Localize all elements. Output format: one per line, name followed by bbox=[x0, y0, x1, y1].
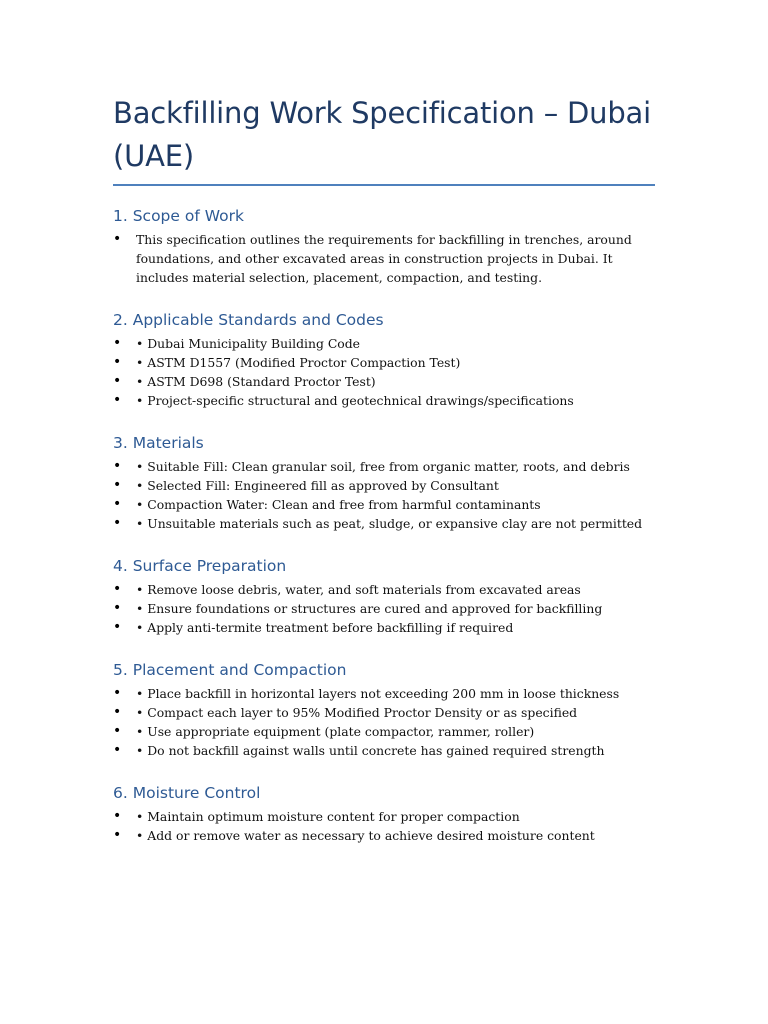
list-item-text: • Ensure foundations or structures are cured and approved for backfilling bbox=[136, 601, 603, 616]
list-item bbox=[113, 703, 655, 722]
bullet-icon: • bbox=[113, 827, 122, 843]
bullet-icon: • bbox=[113, 496, 122, 512]
section-surface-preparation bbox=[113, 556, 655, 637]
section-heading: 4. Surface Preparation bbox=[113, 557, 287, 575]
section-scope-of-work bbox=[113, 206, 655, 287]
bullet-icon: • bbox=[113, 458, 122, 474]
section-heading: 1. Scope of Work bbox=[113, 207, 244, 225]
list-item bbox=[113, 353, 655, 372]
bullet-icon: • bbox=[113, 742, 122, 758]
bullet-icon: • bbox=[113, 704, 122, 720]
bullet-icon: • bbox=[113, 335, 122, 351]
list-item-text: • Compact each layer to 95% Modified Proctor Density or as specified bbox=[136, 705, 578, 720]
list-item-text: • Maintain optimum moisture content for proper compaction bbox=[136, 809, 520, 824]
bullet-list bbox=[113, 334, 655, 410]
section-heading: 3. Materials bbox=[113, 434, 204, 452]
section-heading: 6. Moisture Control bbox=[113, 784, 261, 802]
bullet-icon: • bbox=[113, 619, 122, 635]
bullet-icon: • bbox=[113, 231, 122, 247]
list-item bbox=[113, 391, 655, 410]
list-item bbox=[113, 514, 655, 533]
list-item-text: • Place backfill in horizontal layers not exceeding 200 mm in loose thickness bbox=[136, 686, 620, 701]
bullet-icon: • bbox=[113, 392, 122, 408]
document-page bbox=[113, 92, 655, 845]
bullet-list bbox=[113, 807, 655, 845]
list-item bbox=[113, 722, 655, 741]
section-placement-and-compaction bbox=[113, 660, 655, 760]
list-item bbox=[113, 334, 655, 353]
bullet-icon: • bbox=[113, 581, 122, 597]
list-item-text: • Do not backfill against walls until concrete has gained required strength bbox=[136, 743, 605, 758]
bullet-icon: • bbox=[113, 685, 122, 701]
section-heading: 5. Placement and Compaction bbox=[113, 661, 347, 679]
list-item-text: • Add or remove water as necessary to achieve desired moisture content bbox=[136, 828, 595, 843]
bullet-icon: • bbox=[113, 808, 122, 824]
list-item-text: • Remove loose debris, water, and soft materials from excavated areas bbox=[136, 582, 581, 597]
list-item-text: • Use appropriate equipment (plate compactor, rammer, roller) bbox=[136, 724, 535, 739]
bullet-icon: • bbox=[113, 515, 122, 531]
list-item-text: • Selected Fill: Engineered fill as approved by Consultant bbox=[136, 478, 499, 493]
bullet-list bbox=[113, 580, 655, 637]
list-item-text: • Unsuitable materials such as peat, sludge, or expansive clay are not permitted bbox=[136, 516, 643, 531]
list-item-text: • Project-specific structural and geotechnical drawings/specifications bbox=[136, 393, 574, 408]
bullet-icon: • bbox=[113, 477, 122, 493]
list-item-text: • Suitable Fill: Clean granular soil, free from organic matter, roots, and debris bbox=[136, 459, 630, 474]
list-item bbox=[113, 826, 655, 845]
list-item bbox=[113, 495, 655, 514]
bullet-icon: • bbox=[113, 373, 122, 389]
list-item bbox=[113, 230, 655, 287]
list-item bbox=[113, 684, 655, 703]
section-moisture-control bbox=[113, 783, 655, 845]
list-item bbox=[113, 372, 655, 391]
section-materials bbox=[113, 433, 655, 533]
bullet-list bbox=[113, 684, 655, 760]
list-item-text: • ASTM D698 (Standard Proctor Test) bbox=[136, 374, 376, 389]
list-item bbox=[113, 476, 655, 495]
document-title: Backfilling Work Specification – Dubai (UAE) bbox=[113, 92, 655, 186]
list-item bbox=[113, 741, 655, 760]
bullet-list bbox=[113, 230, 655, 287]
bullet-list bbox=[113, 457, 655, 533]
list-item-text: • Dubai Municipality Building Code bbox=[136, 336, 361, 351]
list-item-text: • ASTM D1557 (Modified Proctor Compaction Test) bbox=[136, 355, 461, 370]
list-item-text: • Apply anti-termite treatment before backfilling if required bbox=[136, 620, 514, 635]
bullet-icon: • bbox=[113, 354, 122, 370]
bullet-icon: • bbox=[113, 723, 122, 739]
list-item-text: • Compaction Water: Clean and free from harmful contaminants bbox=[136, 497, 541, 512]
section-heading: 2. Applicable Standards and Codes bbox=[113, 311, 384, 329]
list-item bbox=[113, 457, 655, 476]
list-item-text: This specification outlines the requirements for backfilling in trenches, around foundations, and other excavated areas in construction projects in Dubai. It includes material selection, placement, compaction, and testing. bbox=[136, 232, 632, 285]
bullet-icon: • bbox=[113, 600, 122, 616]
list-item bbox=[113, 580, 655, 599]
list-item bbox=[113, 599, 655, 618]
section-standards-and-codes bbox=[113, 310, 655, 410]
list-item bbox=[113, 807, 655, 826]
list-item bbox=[113, 618, 655, 637]
